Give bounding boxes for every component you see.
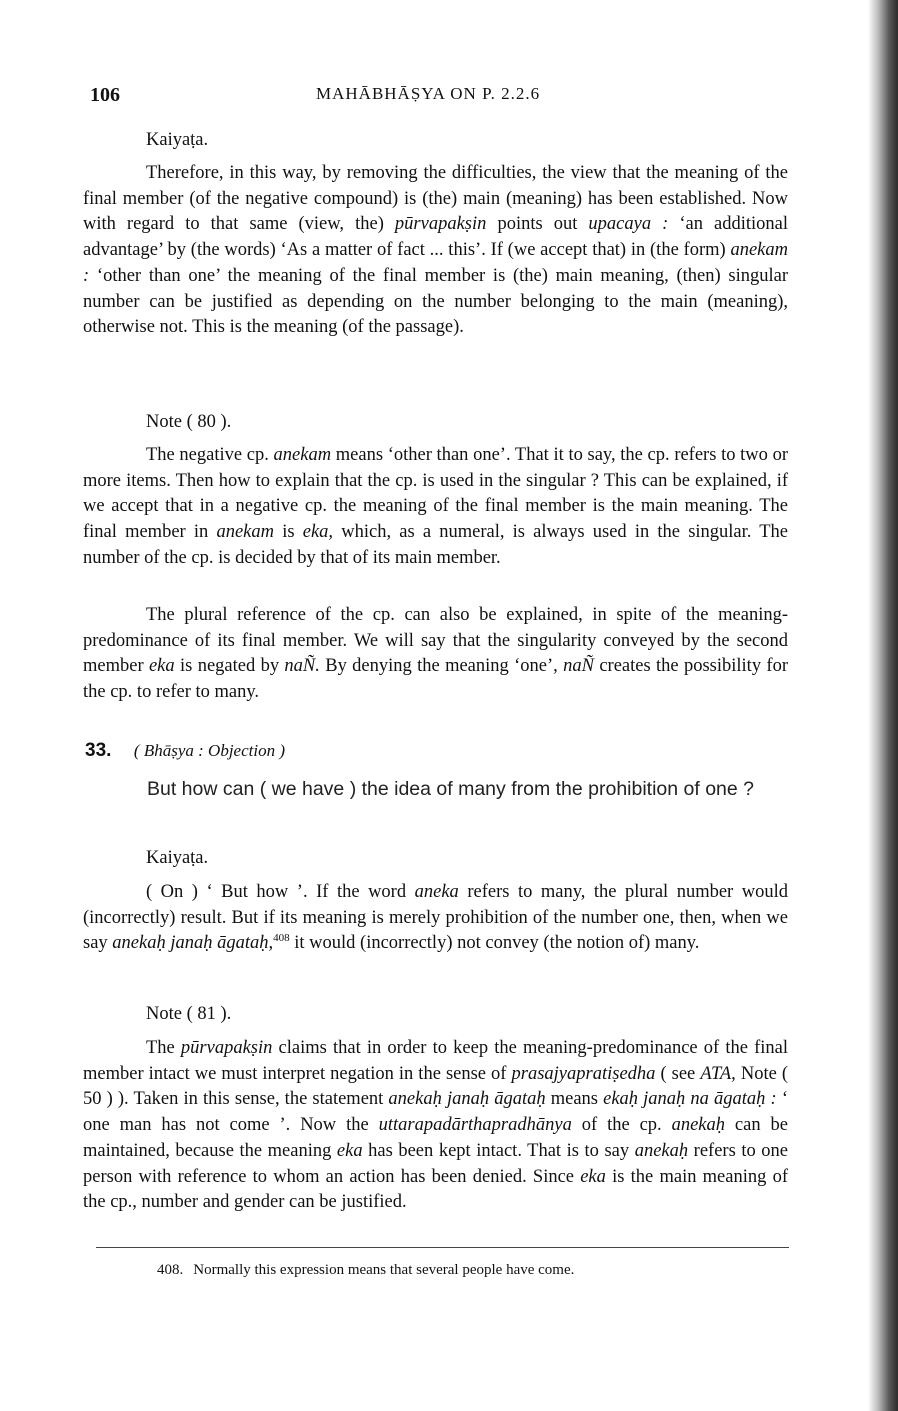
footnote-text: Normally this expression means that several people have come. (193, 1262, 575, 1278)
running-head: MAHĀBHĀṢYA ON P. 2.2.6 (316, 84, 541, 103)
kaiyata-paragraph-1: Therefore, in this way, by removing the difficulties, the view that the meaning of the final member (of the negative compound) is (the) main (meaning) has been established. Now with regard to that same (view, the) pūrvapakṣin points out upacaya : ‘an additional advantage’ by (the words) ‘As a matter of fact ... this’. If (we accept that) in (the form) anekam : ‘other than one’ the meaning of the final member is (the) main meaning, (then) singular number can be justified as depending on the number belonging to the main (meaning), otherwise not. This is the meaning (of the passage). (83, 163, 788, 338)
footnote-408 (157, 1262, 574, 1279)
footnote-number: 408. (157, 1262, 184, 1278)
note-81-label: Note ( 81 ). (146, 1004, 232, 1024)
page-header (88, 84, 788, 108)
kaiyata-paragraph-2: ( On ) ‘ But how ’. If the word aneka refers to many, the plural number would (incorrectly) result. But if its meaning is merely prohibition of the number one, then, when we say anekaḥ janaḥ āgataḥ,$^{408}$ it would (incorrectly) not convey (the notion of) many. (83, 882, 788, 954)
note-80-paragraph-1: The negative cp. anekam means ‘other than one’. That it to say, the cp. refers to two or more items. Then how to explain that the cp. is used in the singular ? This can be explained, if we accept that in a negative cp. the meaning of the final member is the main meaning. The final member in anekam is eka, which, as a numeral, is always used in the singular. The number of the cp. is decided by that of its main member. (83, 445, 789, 568)
bhasya-text: But how can ( we have ) the idea of many from the prohibition of one ? (147, 778, 755, 800)
note-80-paragraph-2: The plural reference of the cp. can also be explained, in spite of the meaning-predominance of its final member. We will say that the singularity conveyed by the second member eka is negated by naÑ. By denying the meaning ‘one’, naÑ creates the possibility for the cp. to refer to many. (83, 605, 788, 703)
kaiyata-label-1: Kaiyaṭa. (146, 130, 209, 150)
section-type: ( Bhāṣya : Objection ) (133, 741, 285, 760)
footnote-divider (96, 1247, 789, 1248)
section-33-heading (85, 740, 285, 762)
page-number: 106 (90, 84, 120, 106)
note-81-paragraph: The pūrvapakṣin claims that in order to keep the meaning-predominance of the final member intact we must interpret negation in the sense of prasajyapratiṣedha ( see ATA, Note ( 50 ) ). Taken in this sense, the statement anekaḥ janaḥ āgataḥ means ekaḥ janaḥ na āgataḥ : ‘ one man has not come ’. Now the uttarapadārthapradhānya of the cp. anekaḥ can be maintained, because the meaning eka has been kept intact. That is to say anekaḥ refers to one person with reference to whom an action has been denied. Since eka is the main meaning of the cp., number and gender can be justified. (83, 1038, 789, 1213)
kaiyata-label-2: Kaiyaṭa. (146, 848, 209, 868)
page-binding-shadow (868, 0, 898, 1411)
section-number: 33. (85, 740, 112, 761)
note-80-label: Note ( 80 ). (146, 412, 232, 432)
footnote-ref: 408 (273, 932, 290, 945)
